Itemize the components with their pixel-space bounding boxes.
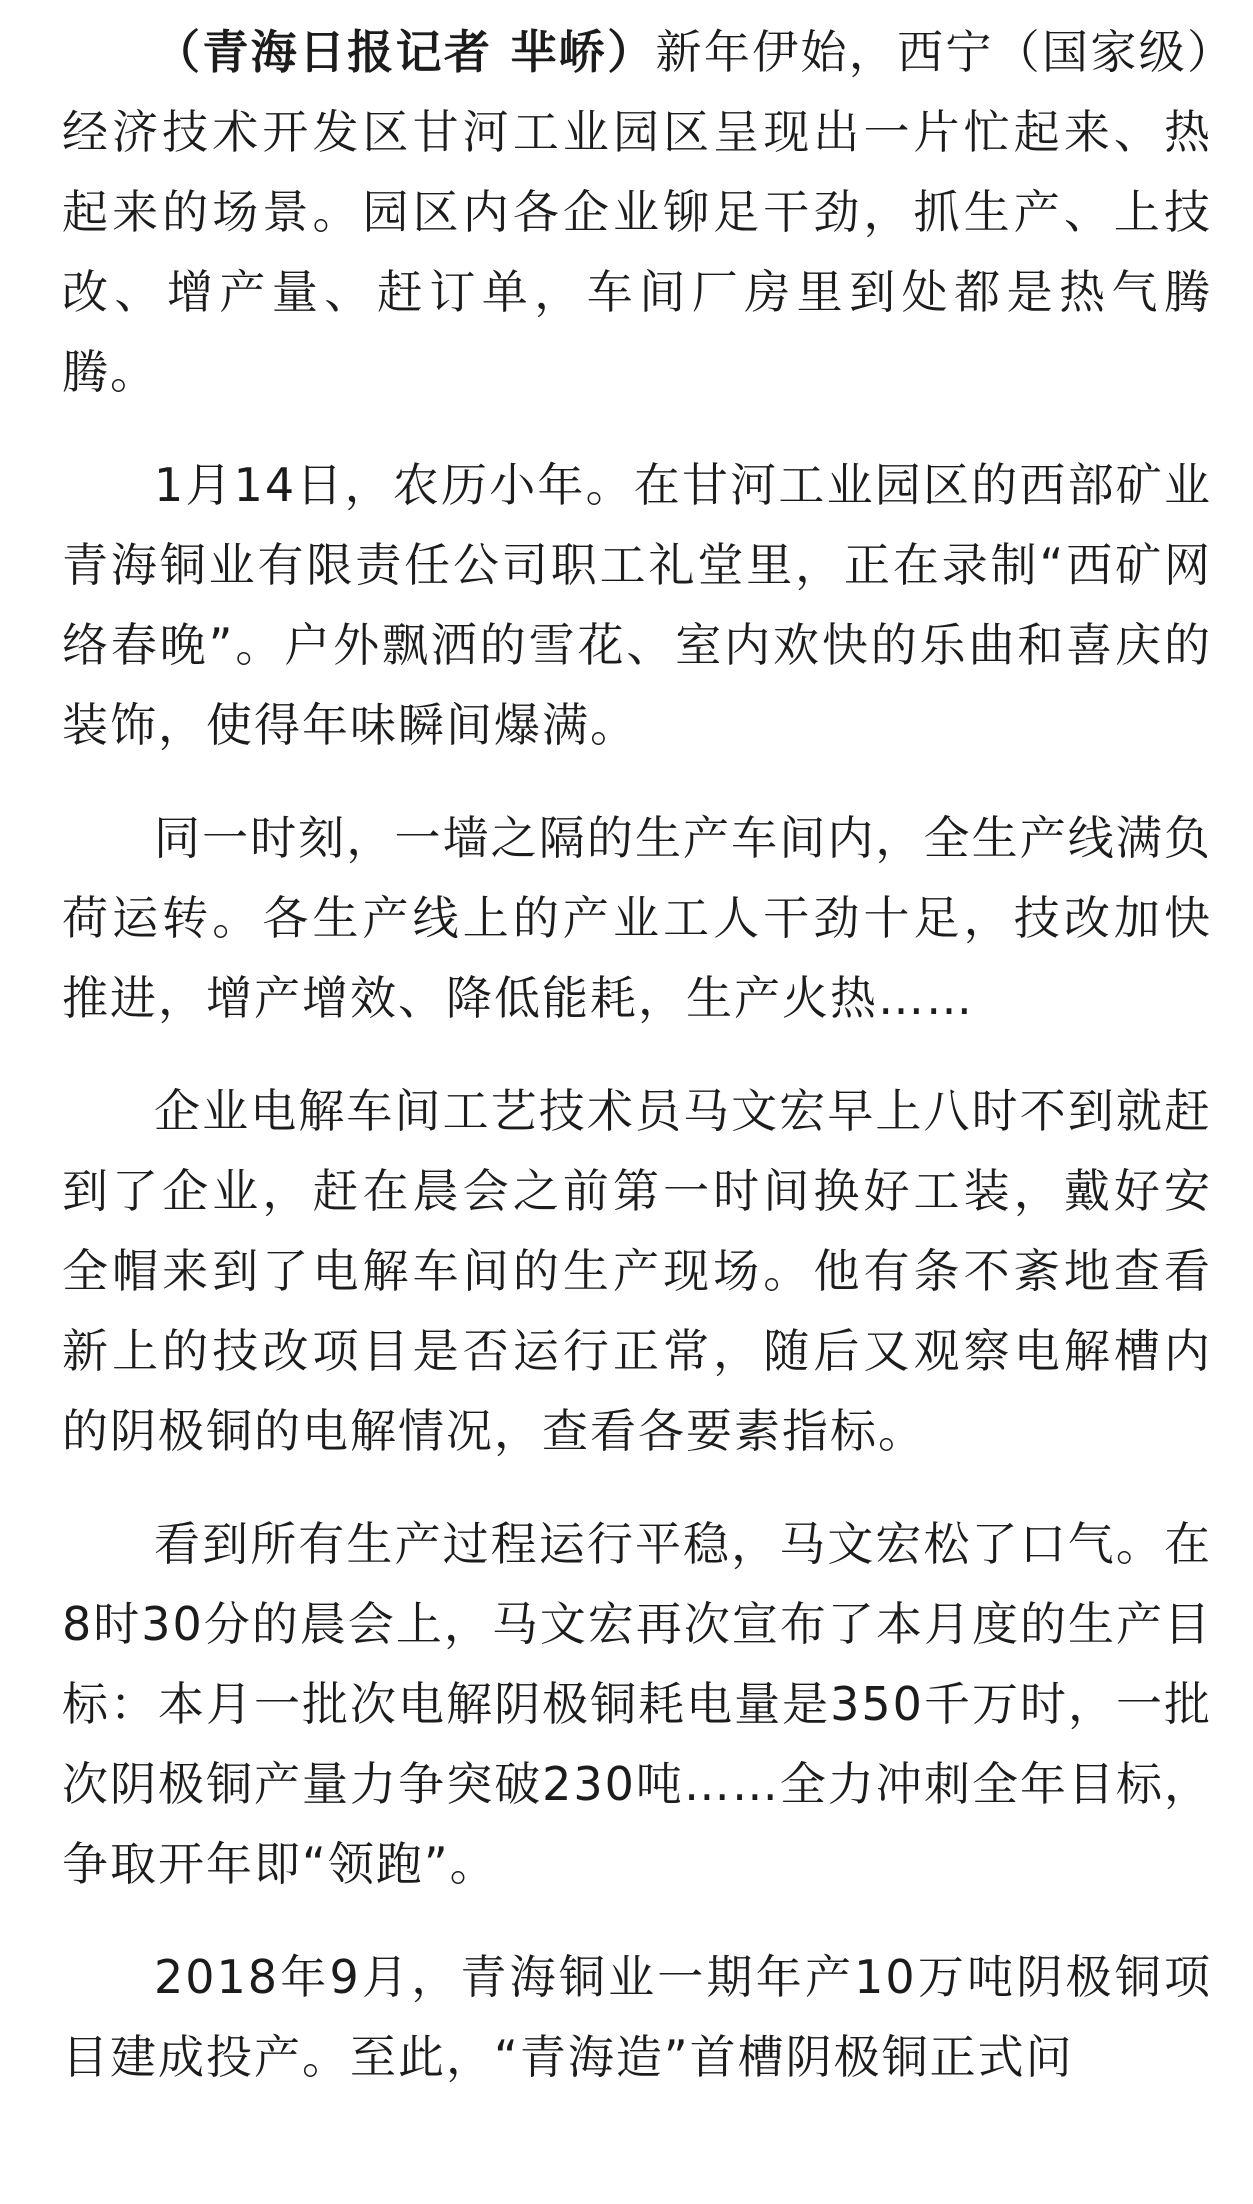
- article-body: [62, 12, 1212, 2130]
- reporter-byline: （青海日报记者 芈峤）: [154, 25, 656, 79]
- article-paragraph: 同一时刻，一墙之隔的生产车间内，全生产线满负荷运转。各生产线上的产业工人干劲十足，技改加快推进，增产增效、降低能耗，生产火热……: [62, 811, 1212, 1025]
- article-paragraph: 看到所有生产过程运行平稳，马文宏松了口气。在8时30分的晨会上，马文宏再次宣布了本月度的生产目标：本月一批次电解阴极铜耗电量是350千万时，一批次阴极铜产量力争突破230吨……全力冲刺全年目标，争取开年即“领跑”。: [62, 1517, 1212, 1891]
- article-paragraph: 企业电解车间工艺技术员马文宏早上八时不到就赶到了企业，赶在晨会之前第一时间换好工装，戴好安全帽来到了电解车间的生产现场。他有条不紊地查看新上的技改项目是否运行正常，随后又观察电解槽内的阴极铜的电解情况，查看各要素指标。: [62, 1084, 1212, 1458]
- article-paragraph: 2018年9月，青海铜业一期年产10万吨阴极铜项目建成投产。至此，“青海造”首槽阴极铜正式问: [62, 1950, 1212, 2084]
- lead-paragraph-text: 新年伊始，西宁（国家级）经济技术开发区甘河工业园区呈现出一片忙起来、热起来的场景。园区内各企业铆足干劲，抓生产、上技改、增产量、赶订单，车间厂房里到处都是热气腾腾。: [62, 25, 1213, 399]
- article-paragraph-lead: [62, 12, 1212, 412]
- article-paragraph: 1月14日，农历小年。在甘河工业园区的西部矿业青海铜业有限责任公司职工礼堂里，正在录制“西矿网络春晚”。户外飘洒的雪花、室内欢快的乐曲和喜庆的装饰，使得年味瞬间爆满。: [62, 458, 1212, 752]
